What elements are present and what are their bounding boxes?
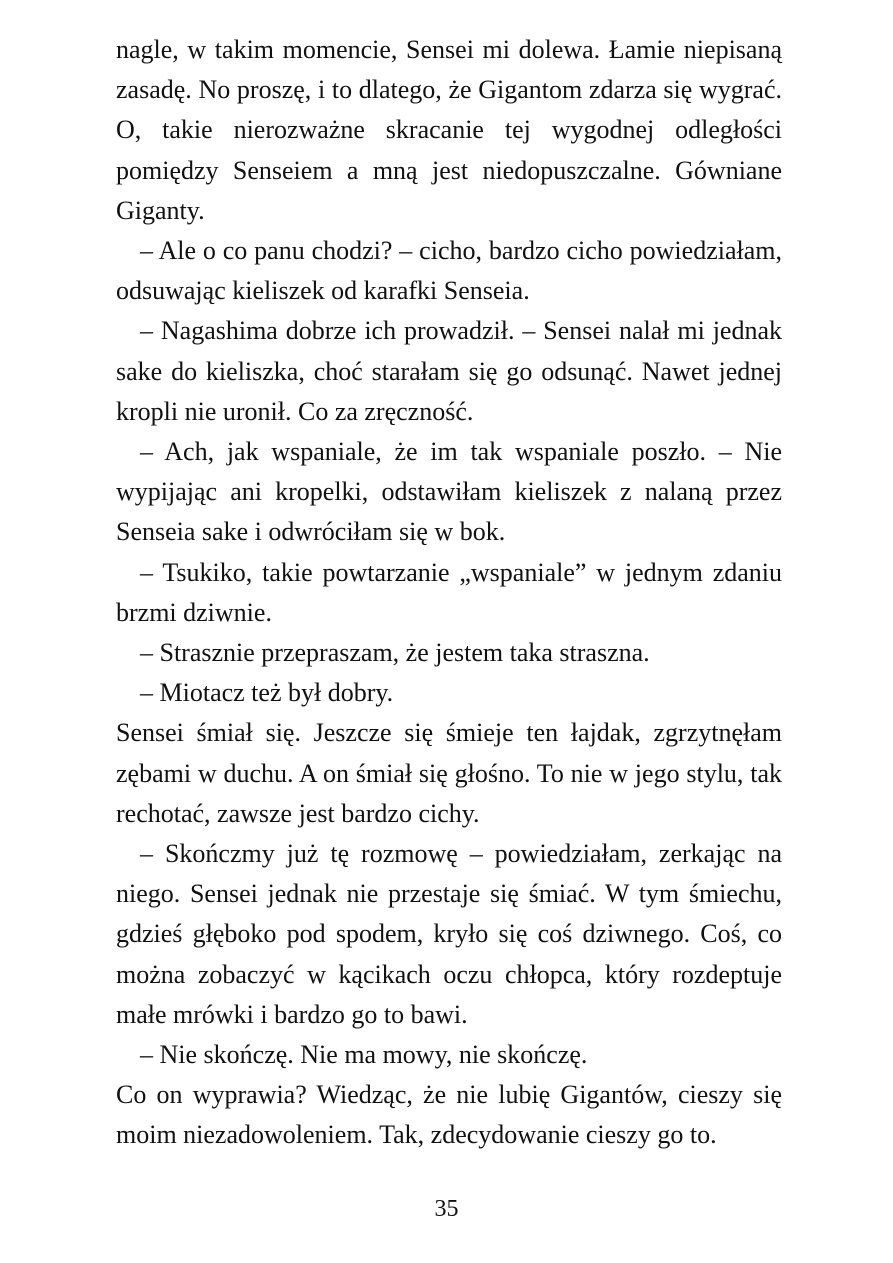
paragraph: Sensei śmiał się. Jeszcze się śmieje ten łajdak, zgrzytnęłam zębami w duchu. A on śmiał się głośno. To nie w jego stylu, tak rechotać, zawsze jest bardzo cichy.: [116, 718, 782, 828]
paragraph: nagle, w takim momencie, Sensei mi dolewa. Łamie niepisaną zasadę. No proszę, i to dlatego, że Gigantom zdarza się wygrać. O, takie nierozważne skracanie tej wygodnej odległości pomiędzy Senseiem a mną jest niedopuszczalne. Gówniane Giganty.: [116, 35, 782, 225]
paragraph: – Tsukiko, takie powtarzanie „wspaniale” w jednym zdaniu brzmi dziwnie.: [116, 557, 782, 627]
paragraph: – Ach, jak wspaniale, że im tak wspaniale poszło. – Nie wypijając ani kropelki, odstawiłam kieliszek z nalaną przez Senseia sake i odwróciłam się w bok.: [116, 437, 782, 547]
paragraph: – Nagashima dobrze ich prowadził. – Sensei nalał mi jednak sake do kieliszka, choć starałam się go odsunąć. Nawet jednej kropli nie uronił. Co za zręczność.: [116, 316, 782, 426]
paragraph: – Strasznie przepraszam, że jestem taka straszna.: [140, 638, 650, 668]
page-number: 35: [434, 1196, 459, 1222]
paragraph: – Miotacz też był dobry.: [140, 678, 394, 708]
paragraph: – Ale o co panu chodzi? – cicho, bardzo cicho powiedziałam, odsuwając kieliszek od karafki Senseia.: [116, 236, 782, 306]
page-body: [116, 30, 782, 1156]
paragraph: – Skończmy już tę rozmowę – powiedziałam, zerkając na niego. Sensei jednak nie przestaje się śmiać. W tym śmiechu, gdzieś głęboko pod spodem, kryło się coś dziwnego. Coś, co można zobaczyć w kącikach oczu chłopca, który rozdeptuje małe mrówki i bardzo go to bawi.: [116, 839, 782, 1029]
paragraph: Co on wyprawia? Wiedząc, że nie lubię Gigantów, cieszy się moim niezadowoleniem. Tak, zdecydowanie cieszy go to.: [116, 1080, 782, 1150]
paragraph: – Nie skończę. Nie ma mowy, nie skończę.: [140, 1040, 588, 1070]
